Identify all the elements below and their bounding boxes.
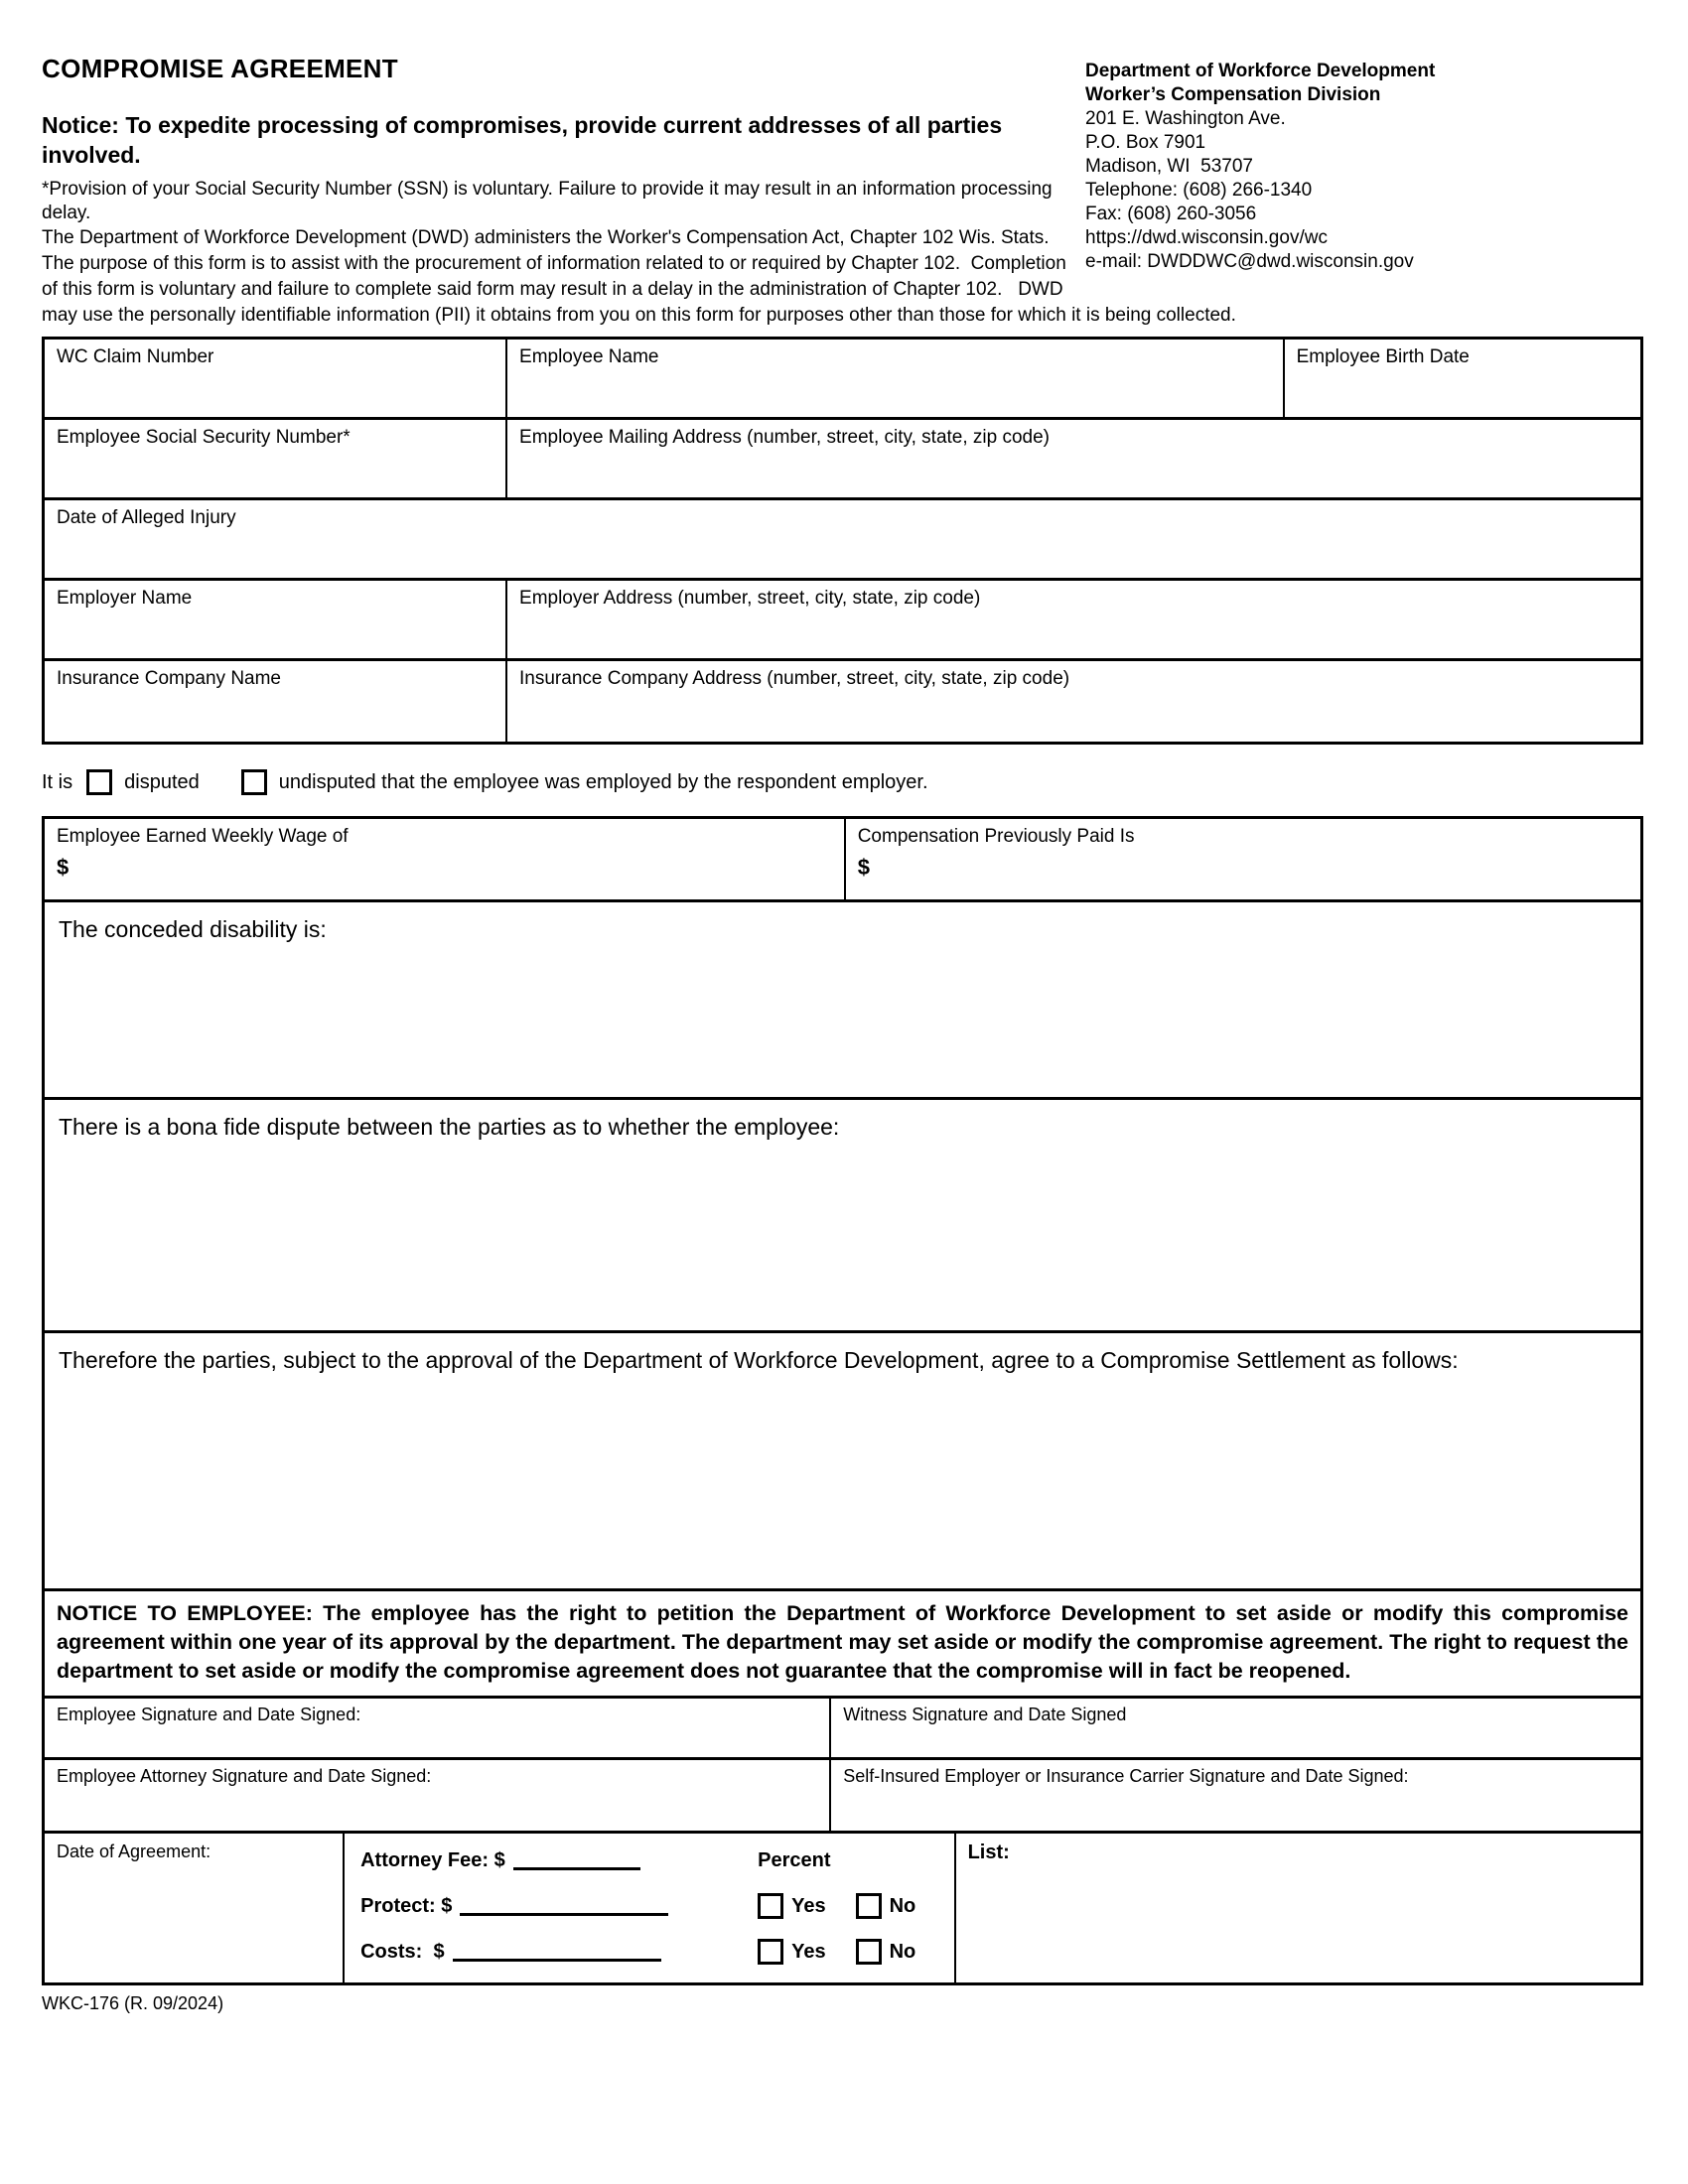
date-of-alleged-injury-label: Date of Alleged Injury xyxy=(57,507,236,528)
attorney-fee-line xyxy=(360,1843,947,1877)
costs-amount-input[interactable] xyxy=(453,1959,661,1962)
agency-division: Worker’s Compensation Division xyxy=(1085,84,1381,105)
table-row xyxy=(45,500,1640,581)
table-row xyxy=(45,340,1640,420)
employee-birth-date-label: Employee Birth Date xyxy=(1296,346,1470,367)
ssn-voluntary-note: *Provision of your Social Security Number (SSN) is voluntary. Failure to provide it may result in an information processing delay. xyxy=(42,179,1057,223)
list-field[interactable] xyxy=(956,1834,1640,1982)
agency-street: 201 E. Washington Ave. xyxy=(1085,108,1286,129)
protect-yes-checkbox[interactable] xyxy=(758,1893,783,1919)
witness-signature-field[interactable] xyxy=(831,1699,1640,1757)
costs-yes-label: Yes xyxy=(791,1940,826,1963)
percent-label: Percent xyxy=(758,1848,831,1871)
employer-name-field[interactable] xyxy=(45,581,507,658)
date-of-agreement-label: Date of Agreement: xyxy=(57,1842,211,1861)
notice-heading: Notice: To expedite processing of compromises, provide current addresses of all parties involved. xyxy=(42,112,1003,168)
wage-row xyxy=(45,819,1640,902)
conceded-disability-label: The conceded disability is: xyxy=(59,916,327,942)
protect-amount-input[interactable] xyxy=(460,1913,668,1916)
agency-po-box: P.O. Box 7901 xyxy=(1085,132,1206,153)
disputed-label: disputed xyxy=(124,770,200,793)
compromise-settlement-label: Therefore the parties, subject to the approval of the Department of Workforce Development, agree to a Compromise Settlement as follows: xyxy=(59,1347,1459,1373)
costs-line xyxy=(360,1935,947,1969)
employee-mailing-address-field[interactable] xyxy=(507,420,1640,497)
party-info-table xyxy=(42,337,1643,745)
compensation-paid-label: Compensation Previously Paid Is xyxy=(857,826,1135,847)
dispute-prefix-label: It is xyxy=(42,770,73,793)
agency-email: e-mail: DWDDWC@dwd.wisconsin.gov xyxy=(1085,251,1414,272)
attorney-signature-field[interactable] xyxy=(45,1760,831,1831)
insurance-company-address-field[interactable] xyxy=(507,661,1640,742)
agreement-body xyxy=(42,816,1643,1985)
weekly-wage-label: Employee Earned Weekly Wage of xyxy=(57,826,349,847)
employee-ssn-field[interactable] xyxy=(45,420,507,497)
agency-fax: Fax: (608) 260-3056 xyxy=(1085,204,1257,224)
notice-to-employee-text: The employee has the right to petition the Department of Workforce Development to set aside or modify this compromise agreement within one year of its approval by the department. The department may set aside or modify the compromise agreement. The right to request the department to set aside or modify the compromise agreement does not guarantee that the compromise will in fact be reopened. xyxy=(57,1601,1634,1683)
attorney-signature-label: Employee Attorney Signature and Date Signed: xyxy=(57,1766,432,1786)
employee-ssn-label: Employee Social Security Number* xyxy=(57,427,351,448)
agency-name: Department of Workforce Development xyxy=(1085,61,1436,81)
protect-no-checkbox[interactable] xyxy=(856,1893,882,1919)
agency-address-block xyxy=(1085,54,1643,298)
conceded-disability-field[interactable] xyxy=(45,902,1640,1100)
wc-claim-number-label: WC Claim Number xyxy=(57,346,214,367)
date-of-alleged-injury-field[interactable] xyxy=(45,500,1640,578)
attorney-fee-input[interactable] xyxy=(513,1867,640,1870)
compromise-settlement-field[interactable] xyxy=(45,1333,1640,1591)
wc-claim-number-field[interactable] xyxy=(45,340,507,417)
insurance-company-name-field[interactable] xyxy=(45,661,507,742)
form-title: COMPROMISE AGREEMENT xyxy=(42,54,398,83)
protect-label: Protect: $ xyxy=(360,1894,453,1917)
date-of-agreement-field[interactable] xyxy=(45,1834,345,1982)
employee-birth-date-field[interactable] xyxy=(1285,340,1640,417)
table-row xyxy=(45,420,1640,500)
weekly-wage-dollar-sign: $ xyxy=(57,855,70,880)
agreement-details-row xyxy=(45,1834,1640,1982)
undisputed-label: undisputed that the employee was employed by the respondent employer. xyxy=(278,770,928,793)
bona-fide-dispute-label: There is a bona fide dispute between the parties as to whether the employee: xyxy=(59,1114,840,1140)
disputed-checkbox[interactable] xyxy=(86,769,112,795)
attorney-fee-label: Attorney Fee: $ xyxy=(360,1848,505,1871)
table-row xyxy=(45,661,1640,742)
undisputed-checkbox[interactable] xyxy=(241,769,267,795)
costs-no-label: No xyxy=(889,1940,916,1963)
protect-yes-label: Yes xyxy=(791,1894,826,1917)
employer-name-label: Employer Name xyxy=(57,588,193,609)
protect-no-label: No xyxy=(889,1894,916,1917)
self-insured-signature-field[interactable] xyxy=(831,1760,1640,1831)
signature-row-1 xyxy=(45,1699,1640,1760)
employee-signature-field[interactable] xyxy=(45,1699,831,1757)
signature-row-2 xyxy=(45,1760,1640,1834)
form-header xyxy=(42,54,1643,329)
insurance-company-name-label: Insurance Company Name xyxy=(57,668,281,689)
employee-mailing-address-label: Employee Mailing Address (number, street, city, state, zip code) xyxy=(519,427,1051,448)
bona-fide-dispute-field[interactable] xyxy=(45,1100,1640,1333)
employee-name-field[interactable] xyxy=(507,340,1285,417)
list-label: List: xyxy=(967,1842,1010,1863)
fees-section xyxy=(345,1834,955,1982)
costs-no-checkbox[interactable] xyxy=(856,1939,882,1965)
weekly-wage-field[interactable] xyxy=(45,819,846,899)
notice-to-employee xyxy=(45,1591,1640,1699)
insurance-company-address-label: Insurance Company Address (number, street, city, state, zip code) xyxy=(519,668,1070,689)
agency-website: https://dwd.wisconsin.gov/wc xyxy=(1085,227,1328,248)
compensation-paid-field[interactable] xyxy=(846,819,1640,899)
witness-signature-label: Witness Signature and Date Signed xyxy=(843,1705,1127,1724)
dispute-status-line xyxy=(42,766,1643,798)
agency-phone: Telephone: (608) 266-1340 xyxy=(1085,180,1313,201)
form-number: WKC-176 (R. 09/2024) xyxy=(42,1993,224,2013)
agency-city-state-zip: Madison, WI 53707 xyxy=(1085,156,1253,177)
compensation-dollar-sign: $ xyxy=(857,855,870,880)
protect-line xyxy=(360,1889,947,1923)
notice-to-employee-label: NOTICE TO EMPLOYEE: xyxy=(57,1601,313,1625)
costs-label: Costs: $ xyxy=(360,1940,445,1963)
intro-paragraph: The Department of Workforce Development (DWD) administers the Worker's Compensation Act, Chapter 102 Wis. Stats. The purpose of this form is to assist with the procurement of information related to or required by Chapter 102. Completion of this form is voluntary and failure to complete said form may result in a delay in the administration of Chapter 102. DWD may use the personally identifiable information (PII) it obtains from you on this form for purposes other than those for which it is being collected. xyxy=(42,227,1236,326)
employee-signature-label: Employee Signature and Date Signed: xyxy=(57,1705,361,1724)
employer-address-label: Employer Address (number, street, city, state, zip code) xyxy=(519,588,981,609)
table-row xyxy=(45,581,1640,661)
costs-yes-checkbox[interactable] xyxy=(758,1939,783,1965)
employer-address-field[interactable] xyxy=(507,581,1640,658)
employee-name-label: Employee Name xyxy=(519,346,659,367)
self-insured-signature-label: Self-Insured Employer or Insurance Carrier Signature and Date Signed: xyxy=(843,1766,1409,1786)
